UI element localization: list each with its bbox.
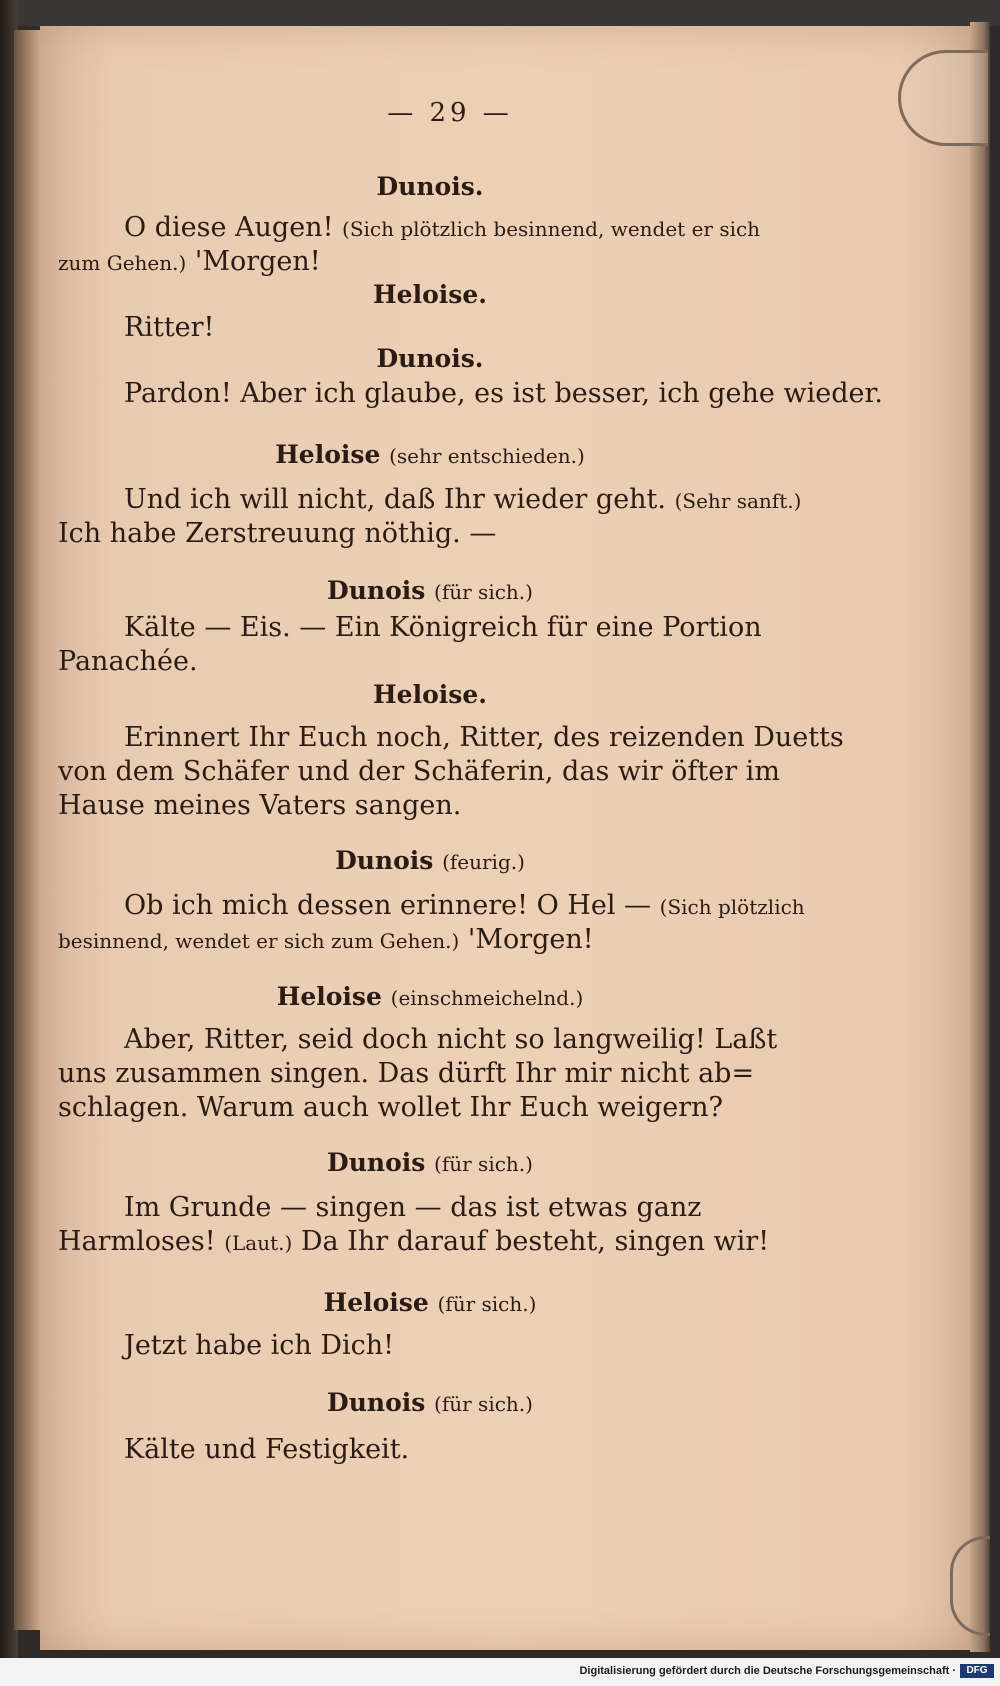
speaker-heading: [58, 280, 802, 309]
dialogue-line: [58, 1434, 802, 1465]
dialogue-line: [58, 924, 802, 955]
speaker-direction: (einschmeichelnd.): [390, 986, 584, 1010]
dialogue-line: [58, 790, 802, 821]
speaker-heading: [58, 172, 802, 201]
dialogue-line: [58, 518, 802, 549]
speaker-name: Heloise: [275, 440, 381, 469]
speaker-name: Heloise.: [373, 680, 487, 709]
speaker-heading: [58, 440, 802, 469]
dialogue-text: 'Morgen!: [194, 246, 321, 277]
speaker-heading: [58, 680, 802, 709]
dialogue-text: Erinnert Ihr Euch noch, Ritter, des reizenden Duetts: [124, 722, 844, 753]
speaker-name: Dunois: [327, 1148, 426, 1177]
dialogue-line: [58, 312, 802, 343]
stage-direction: besinnend, wendet er sich zum Gehen.): [58, 929, 460, 953]
speaker-heading: [58, 982, 802, 1011]
speaker-name: Dunois: [335, 846, 434, 875]
speaker-direction: (feurig.): [442, 850, 525, 874]
dialogue-text: Harmloses!: [58, 1226, 216, 1257]
dialogue-line: [58, 246, 802, 277]
dialogue-text: Jetzt habe ich Dich!: [124, 1330, 395, 1361]
stage-direction: zum Gehen.): [58, 251, 187, 275]
dialogue-text: Ich habe Zerstreuung nöthig. —: [58, 518, 497, 549]
dialogue-text: von dem Schäfer und der Schäferin, das wir öfter im: [58, 756, 780, 787]
page-number: — 29 —: [387, 98, 513, 128]
dialogue-line: [58, 722, 844, 753]
dialogue-text: Ritter!: [124, 312, 215, 343]
stage-direction: (Laut.): [224, 1231, 293, 1255]
dialogue-text: Aber, Ritter, seid doch nicht so langweilig! Laßt: [124, 1024, 778, 1055]
dialogue-line: [58, 484, 802, 515]
dialogue-text: Panachée.: [58, 646, 198, 677]
speaker-name: Heloise: [276, 982, 382, 1011]
dialogue-line: [58, 612, 802, 643]
speaker-name: Heloise: [323, 1288, 429, 1317]
speaker-name: Dunois.: [376, 172, 484, 201]
dialogue-text: Hause meines Vaters sangen.: [58, 790, 462, 821]
speaker-heading: [58, 1288, 802, 1317]
dialogue-line: [58, 1330, 802, 1361]
dialogue-line: [58, 212, 802, 243]
dialogue-text: Kälte — Eis. — Ein Königreich für eine Portion: [124, 612, 762, 643]
speaker-heading: [58, 576, 802, 605]
dialogue-line: [58, 1092, 802, 1123]
speaker-heading: [58, 1148, 802, 1177]
speaker-direction: (für sich.): [434, 1392, 533, 1416]
speaker-name: Dunois: [327, 1388, 426, 1417]
dialogue-text: Und ich will nicht, daß Ihr wieder geht.: [124, 484, 666, 515]
dialogue-line: [58, 378, 883, 409]
dialogue-line: [58, 1058, 802, 1089]
speaker-name: Heloise.: [373, 280, 487, 309]
dialogue-line: [58, 890, 805, 921]
dialogue-text: Kälte und Festigkeit.: [124, 1434, 410, 1465]
dfg-logo: DFG: [960, 1664, 994, 1678]
speaker-heading: [58, 846, 802, 875]
speaker-heading: [58, 1388, 802, 1417]
speaker-direction: (für sich.): [434, 1152, 533, 1176]
speaker-direction: (für sich.): [434, 580, 533, 604]
dialogue-text: 'Morgen!: [467, 924, 594, 955]
dialogue-text: uns zusammen singen. Das dürft Ihr mir nicht ab=: [58, 1058, 755, 1089]
footer-credit: Digitalisierung gefördert durch die Deutsche Forschungsgemeinschaft ·: [579, 1665, 956, 1677]
dialogue-line: [58, 1024, 802, 1055]
dialogue-text: O diese Augen!: [124, 212, 334, 243]
dialogue-line: [58, 1226, 802, 1257]
dialogue-line: [58, 756, 802, 787]
dialogue-text: Da Ihr darauf besteht, singen wir!: [300, 1226, 770, 1257]
stage-direction: (Sich plötzlich: [659, 895, 805, 919]
dialogue-text: Pardon! Aber ich glaube, es ist besser, ich gehe wieder.: [124, 378, 883, 409]
dialogue-text: Im Grunde — singen — das ist etwas ganz: [124, 1192, 702, 1223]
stage-direction: (Sich plötzlich besinnend, wendet er sich: [342, 217, 761, 241]
dialogue-line: [58, 1192, 802, 1223]
dialogue-text: Ob ich mich dessen erinnere! O Hel —: [124, 890, 652, 921]
dialogue-text: schlagen. Warum auch wollet Ihr Euch weigern?: [58, 1092, 724, 1123]
speaker-direction: (für sich.): [437, 1292, 537, 1316]
stage-direction: (Sehr sanft.): [674, 489, 802, 513]
dialogue-line: [58, 646, 802, 677]
speaker-direction: (sehr entschieden.): [389, 444, 585, 468]
speaker-name: Dunois.: [376, 344, 484, 373]
speaker-name: Dunois: [327, 576, 426, 605]
speaker-heading: [58, 344, 802, 373]
